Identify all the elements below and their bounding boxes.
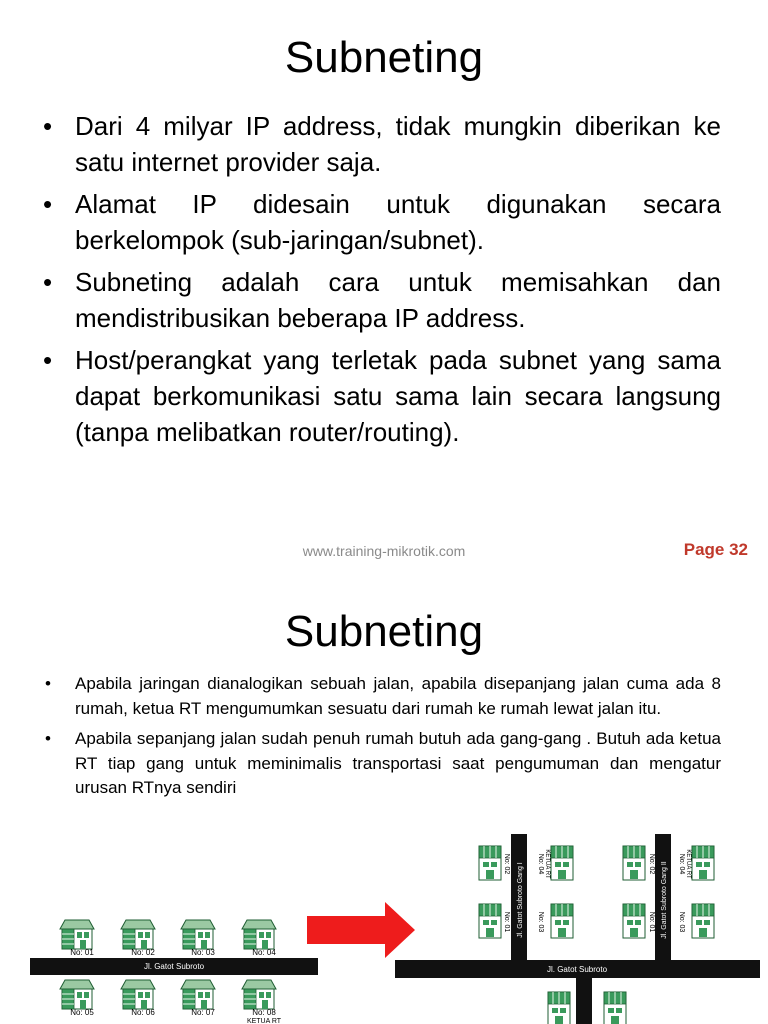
house-icon xyxy=(692,846,714,880)
road-label: Jl. Gatot Subroto xyxy=(546,965,608,974)
gang-label: Jl. Gatot Subroto Gang II xyxy=(661,861,668,939)
house-label: No: 06 xyxy=(131,1008,155,1017)
house-label: No: 01 xyxy=(70,948,94,957)
house-icon xyxy=(623,846,645,880)
house-label: No: 07 xyxy=(191,1008,215,1017)
arrow-right-icon xyxy=(307,902,415,958)
house-label: No: 02 xyxy=(503,853,510,875)
house-label: No: 05 xyxy=(70,1008,94,1017)
street-diagram xyxy=(0,828,768,1024)
road-label: Jl. Gatot Subroto xyxy=(143,962,205,971)
bullet-item: • Apabila jaringan dianalogikan sebuah jalan, apabila disepanjang jalan cuma ada 8 rumah, ketua RT mengumumkan sesuatu dari rumah ke rumah lewat jalan itu. xyxy=(45,674,721,718)
house-icon xyxy=(60,920,94,949)
bullet-dot: • xyxy=(43,345,53,375)
house-icon xyxy=(692,904,714,938)
bullet-item: • Host/perangkat yang terletak pada subnet yang sama dapat berkomunikasi satu sama lain secara langsung (tanpa melibatkan router/routing). xyxy=(75,342,721,450)
house-label: No: 03 xyxy=(191,948,215,957)
house-label: No: 02 xyxy=(131,948,155,957)
house-icon xyxy=(551,846,573,880)
house-icon xyxy=(60,980,94,1009)
ketua-rt-label: KETUA RT xyxy=(685,849,691,879)
bullet-list xyxy=(45,672,721,807)
house-icon xyxy=(121,980,155,1009)
gang-label: Jl. Gatot Subroto Gang I xyxy=(517,862,524,938)
house-icon xyxy=(479,904,501,938)
left-street xyxy=(30,920,318,1024)
house-label: No: 04 xyxy=(252,948,276,957)
house-icon xyxy=(551,904,573,938)
slide-title: Subneting xyxy=(284,33,484,82)
house-icon xyxy=(181,920,215,949)
bullet-list xyxy=(43,108,721,456)
house-icon xyxy=(121,920,155,949)
house-icon xyxy=(242,980,276,1009)
house-label: No: 01 xyxy=(503,911,510,933)
bullet-dot: • xyxy=(45,729,51,748)
house-icon xyxy=(604,992,626,1024)
house-label: No: 04 xyxy=(537,853,544,875)
bullet-dot: • xyxy=(43,189,53,219)
house-label: No: 03 xyxy=(537,911,544,933)
house-icon xyxy=(242,920,276,949)
page-number: Page 32 xyxy=(683,540,748,559)
bullet-item: • Apabila sepanjang jalan sudah penuh rumah butuh ada gang-gang . Butuh ada ketua RT tiap gang untuk meminimalis transportasi saat pengumuman dan mengatur urusan RTnya sendiri xyxy=(45,729,721,797)
house-icon xyxy=(181,980,215,1009)
house-label: No: 03 xyxy=(678,911,685,933)
bullet-dot: • xyxy=(43,111,53,141)
house-icon xyxy=(548,992,570,1024)
footer-url: www.training-mikrotik.com xyxy=(302,543,466,559)
slide-2 xyxy=(0,578,768,1024)
ketua-rt-label: KETUA RT xyxy=(544,849,550,879)
bullet-item: • Dari 4 milyar IP address, tidak mungkin diberikan ke satu internet provider saja. xyxy=(75,108,721,180)
house-label: No: 02 xyxy=(648,853,655,875)
ketua-rt-label: KETUA RT xyxy=(246,1018,282,1024)
bullet-item: • Subneting adalah cara untuk memisahkan dan mendistribusikan beberapa IP address. xyxy=(75,264,721,336)
gang-road xyxy=(576,978,592,1024)
bullet-item: • Alamat IP didesain untuk digunakan secara berkelompok (sub-jaringan/subnet). xyxy=(75,186,721,258)
house-label: No: 01 xyxy=(648,911,655,933)
bullet-dot: • xyxy=(43,267,53,297)
slide-title: Subneting xyxy=(284,607,484,656)
right-street xyxy=(395,834,760,1024)
house-label: No: 04 xyxy=(678,853,685,875)
house-icon xyxy=(479,846,501,880)
house-icon xyxy=(623,904,645,938)
house-label: No: 08 xyxy=(252,1008,276,1017)
bullet-dot: • xyxy=(45,674,51,693)
